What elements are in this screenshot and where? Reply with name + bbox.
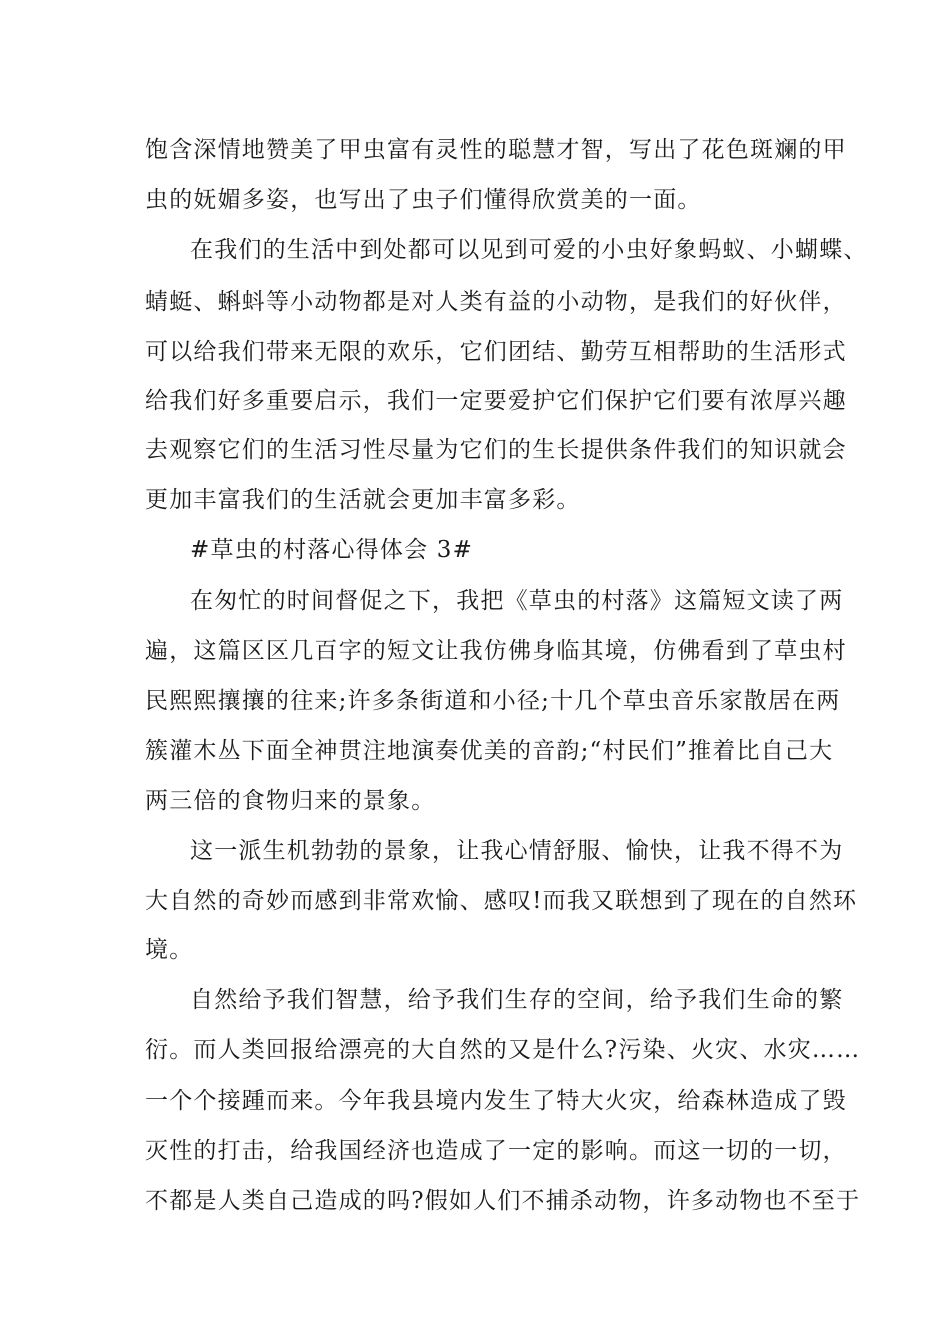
text-line: 不都是人类自己造成的吗?假如人们不捕杀动物，许多动物也不至于	[145, 1188, 861, 1214]
text-line: 一个个接踵而来。今年我县境内发生了特大火灾，给森林造成了毁	[145, 1088, 847, 1114]
text-line: 簇灌木丛下面全神贯注地演奏优美的音韵;“村民们”推着比自己大	[145, 738, 834, 764]
section-heading: #草虫的村落心得体会 3#	[190, 537, 474, 563]
text-line: 饱含深情地赞美了甲虫富有灵性的聪慧才智，写出了花色斑斓的甲	[145, 137, 847, 163]
text-line: 更加丰富我们的生活就会更加丰富多彩。	[145, 487, 581, 513]
text-line: 去观察它们的生活习性尽量为它们的生长提供条件我们的知识就会	[145, 437, 847, 463]
text-line: 这一派生机勃勃的景象，让我心情舒服、愉快，让我不得不为	[190, 838, 844, 864]
text-line: 衍。而人类回报给漂亮的大自然的又是什么?污染、火灾、水灾……	[145, 1037, 861, 1063]
text-line: 在匆忙的时间督促之下，我把《草虫的村落》这篇短文读了两	[190, 588, 844, 614]
text-line: 虫的妩媚多姿，也写出了虫子们懂得欣赏美的一面。	[145, 187, 702, 213]
text-line: 自然给予我们智慧，给予我们生存的空间，给予我们生命的繁	[190, 987, 844, 1013]
text-line: 遍，这篇区区几百字的短文让我仿佛身临其境，仿佛看到了草虫村	[145, 638, 847, 664]
text-line: 境。	[145, 937, 194, 963]
text-line: 两三倍的食物归来的景象。	[145, 788, 436, 814]
text-line: 大自然的奇妙而感到非常欢愉、感叹!而我又联想到了现在的自然环	[145, 888, 858, 914]
text-line: 灭性的打击，给我国经济也造成了一定的影响。而这一切的一切，	[145, 1138, 847, 1164]
text-line: 给我们好多重要启示，我们一定要爱护它们保护它们要有浓厚兴趣	[145, 388, 847, 414]
text-line: 蜻蜓、蝌蚪等小动物都是对人类有益的小动物，是我们的好伙伴，	[145, 289, 847, 315]
text-line: 在我们的生活中到处都可以见到可爱的小虫好象蚂蚁、小蝴蝶、	[190, 237, 868, 263]
text-line: 可以给我们带来无限的欢乐，它们团结、勤劳互相帮助的生活形式	[145, 339, 847, 365]
text-line: 民熙熙攘攘的往来;许多条街道和小径;十几个草虫音乐家散居在两	[145, 688, 841, 714]
